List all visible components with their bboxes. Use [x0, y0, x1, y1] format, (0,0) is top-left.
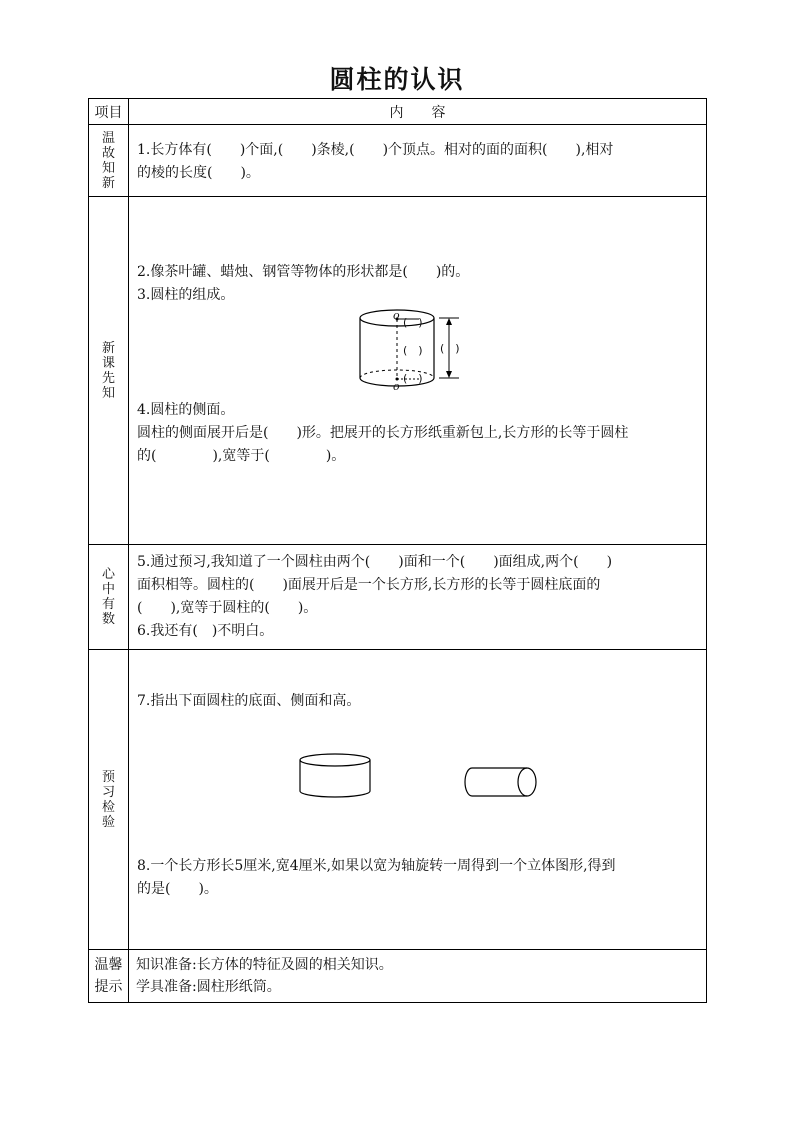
- mind-content: [129, 545, 707, 650]
- q4-line2: 的( ),宽等于( )。: [137, 448, 346, 464]
- header-row: [89, 99, 707, 125]
- cylinder-parts-figure: [137, 307, 700, 399]
- q4-line1: 圆柱的侧面展开后是( )形。把展开的长方形纸重新包上,长方形的长等于圆柱: [137, 425, 629, 441]
- top-blank: ( ): [403, 316, 423, 329]
- q8-line2: 的是( )。: [137, 881, 218, 897]
- two-cylinders: [129, 713, 707, 823]
- side-blank: ( ): [403, 344, 423, 357]
- q7-text: 7.指出下面圆柱的底面、侧面和高。: [137, 693, 361, 709]
- header-content: [129, 99, 707, 125]
- header-content-label: 内容: [389, 104, 474, 121]
- review-label-cell: [89, 125, 129, 197]
- q1-line2: 的棱的长度( )。: [137, 165, 260, 181]
- worksheet-table: [88, 98, 707, 1003]
- q1-line1: 1.长方体有( )个面,( )条棱,( )个顶点。相对的面的面积( ),相对: [137, 142, 614, 158]
- height-blank: ( ): [440, 342, 460, 355]
- preview-label: 新课先知: [101, 340, 115, 401]
- center-o-bottom: o: [393, 380, 400, 393]
- q5-line3: ( ),宽等于圆柱的( )。: [137, 600, 318, 616]
- preview-content: [129, 197, 707, 545]
- check-label-cell: [89, 650, 129, 950]
- cylinders-figure: [137, 713, 700, 823]
- q5-line2: 面积相等。圆柱的( )面展开后是一个长方形,长方形的长等于圆柱底面的: [137, 577, 601, 593]
- check-content: [129, 650, 707, 950]
- review-content: [129, 125, 707, 197]
- tips-label-cell: [89, 950, 129, 1003]
- check-label: 预习检验: [101, 769, 115, 830]
- tips-line1: 知识准备:长方体的特征及圆的相关知识。: [136, 957, 393, 973]
- q8-line1: 8.一个长方形长5厘米,宽4厘米,如果以宽为轴旋转一周得到一个立体图形,得到: [137, 858, 616, 874]
- row-review: [89, 125, 707, 197]
- preview-label-cell: [89, 197, 129, 545]
- header-item: 项目: [89, 99, 129, 125]
- center-o-top: o: [393, 309, 400, 322]
- tips-label-line1: 温馨: [94, 957, 123, 973]
- q6-text: 6.我还有( )不明白。: [137, 623, 274, 639]
- row-check: [89, 650, 707, 950]
- page-title: 圆柱的认识: [329, 65, 465, 94]
- row-tips: [89, 950, 707, 1003]
- q2-text: 2.像茶叶罐、蜡烛、钢管等物体的形状都是( )的。: [137, 264, 470, 280]
- tips-content: [129, 950, 707, 1003]
- q3-text: 3.圆柱的组成。: [137, 287, 235, 303]
- row-mind: [89, 545, 707, 650]
- tips-label-line2: 提示: [94, 979, 123, 995]
- tips-line2: 学具准备:圆柱形纸筒。: [136, 979, 281, 995]
- bottom-blank: ( ): [403, 372, 423, 385]
- row-preview: [89, 197, 707, 545]
- mind-label: 心中有数: [101, 567, 115, 627]
- q5-line1: 5.通过预习,我知道了一个圆柱由两个( )面和一个( )面组成,两个( ): [137, 554, 613, 570]
- mind-label-cell: [89, 545, 129, 650]
- q4-title: 4.圆柱的侧面。: [137, 402, 235, 418]
- review-label: 温故知新: [101, 130, 115, 191]
